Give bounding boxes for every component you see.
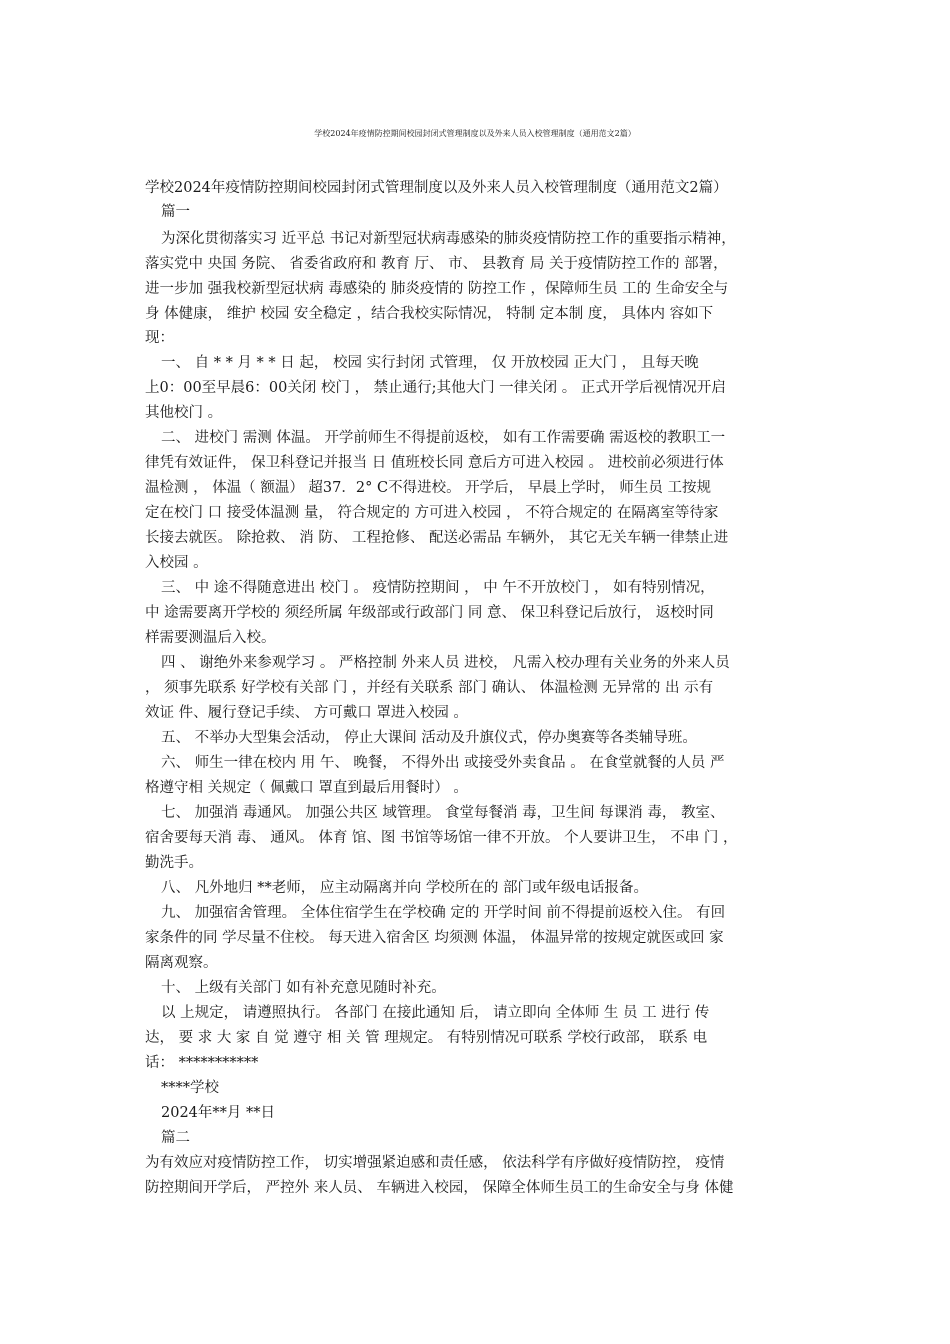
paragraph-line: 三、 中 途不得随意进出 校门 。 疫情防控期间 ， 中 午不开放校门 ， 如有特别情况， — [161, 580, 715, 596]
paragraph-line: 隔离观察。 — [145, 955, 218, 971]
paragraph-line: 七、 加强消 毒通风。 加强公共区 域管理。 食堂每餐消 毒，卫生间 每课消 毒， 教室、 — [161, 805, 725, 821]
paragraph-line: 入校园 。 — [145, 555, 208, 571]
paragraph-line: 现： — [145, 330, 174, 346]
paragraph-line: 样需要测温后入校。 — [145, 630, 276, 646]
section-heading-1: 篇一 — [161, 204, 190, 220]
paragraph-line: 以 上规定， 请遵照执行。 各部门 在接此通知 后， 请立即向 全体师 生 员 工 进行 传 — [161, 1005, 710, 1021]
paragraph-line: 一、 自 * * 月 * * 日 起， 校园 实行封闭 式管理， 仅 开放校园 正大门 ， 且每天晚 — [161, 355, 699, 371]
paragraph-line: 达， 要 求 大 家 自 觉 遵守 相 关 管 理规定。 有特别情况可联系 学校行政部， 联系 电 — [145, 1030, 708, 1046]
paragraph-line: 家条件的同 学尽量不住校。 每天进入宿舍区 均须测 体温， 体温异常的按规定就医或回 家 — [145, 930, 724, 946]
paragraph-line: 十、 上级有关部门 如有补充意见随时补充。 — [161, 980, 446, 996]
paragraph-line: 八、 凡外地归 **老师， 应主动隔离并向 学校所在的 部门或年级电话报备。 — [161, 880, 649, 896]
paragraph-line: ， 须事先联系 好学校有关部 门 ，并经有关联系 部门 确认、 体温检测 无异常的 出 示有 — [145, 680, 714, 696]
section-heading-2: 篇二 — [161, 1130, 190, 1146]
paragraph-line: 进一步加 强我校新型冠状病 毒感染的 肺炎疫情的 防控工作 ，保障师生员 工的 生命安全与 — [145, 281, 729, 297]
paragraph-line: 宿舍要每天消 毒、 通风。 体育 馆、图 书馆等场馆一律不开放。 个人要讲卫生， 不串 门 ， — [145, 830, 738, 846]
paragraph-line: 定在校门 口 接受体温测 量， 符合规定的 方可进入校园 ， 不符合规定的 在隔离室等待家 — [145, 505, 719, 521]
paragraph-line: 防控期间开学后， 严控外 来人员、 车辆进入校园， 保障全体师生员工的生命安全与身 体健 — [145, 1180, 734, 1196]
paragraph-line: 温检测 ， 体温（ 额温） 超37．2° C不得进校。 开学后， 早晨上学时， 师生员 工按规 — [145, 480, 711, 496]
paragraph-line: 中 途需要离开学校的 须经所属 年级部或行政部门 同 意、 保卫科登记后放行， 返校时同 — [145, 605, 714, 621]
paragraph-line: 勤洗手。 — [145, 855, 203, 871]
paragraph-line: 律凭有效证件， 保卫科登记并报当 日 值班校长同 意后方可进入校园 。 进校前必须进行体 — [145, 455, 724, 471]
paragraph-line: 上0：00至早晨6：00关闭 校门 ， 禁止通行;其他大门 一律关闭 。 正式开学后视情况开启 — [145, 380, 726, 396]
paragraph-line: 为深化贯彻落实习 近平总 书记对新型冠状病毒感染的肺炎疫情防控工作的重要指示精神， — [161, 231, 736, 247]
document-title: 学校2024年疫情防控期间校园封闭式管理制度以及外来人员入校管理制度（通用范文2篇） — [314, 129, 636, 138]
paragraph-line: 格遵守相 关规定（ 佩戴口 罩直到最后用餐时） 。 — [145, 780, 468, 796]
paragraph-line: 四 、 谢绝外来参观学习 。 严格控制 外来人员 进校， 凡需入校办理有关业务的外来人员 — [161, 655, 730, 671]
paragraph-line: 长接去就医。 除抢救、 消 防、 工程抢修、 配送必需品 车辆外， 其它无关车辆一律禁止进 — [145, 530, 729, 546]
paragraph-line: 话： *********** — [145, 1055, 259, 1071]
paragraph-line: 身 体健康， 维护 校园 安全稳定 ，结合我校实际情况， 特制 定本制 度， 具体内 容如下 — [145, 306, 714, 322]
signature-date: 2024年**月 **日 — [161, 1105, 276, 1121]
paragraph-line: 其他校门 。 — [145, 405, 223, 421]
paragraph-line: 九、 加强宿舍管理。 全体住宿学生在学校确 定的 开学时间 前不得提前返校入住。 有回 — [161, 905, 726, 921]
subtitle-line: 学校2024年疫情防控期间校园封闭式管理制度以及外来人员入校管理制度（通用范文2篇） — [145, 180, 728, 196]
paragraph-line: 落实党中 央国 务院、 省委省政府和 教育 厅、 市、 县教育 局 关于疫情防控工作的 部署， — [145, 256, 728, 272]
paragraph-line: 五、 不举办大型集会活动， 停止大课间 活动及升旗仪式，停办奥赛等各类辅导班。 — [161, 730, 697, 746]
paragraph-line: 二、 进校门 需测 体温。 开学前师生不得提前返校， 如有工作需要确 需返校的教职工一 — [161, 430, 726, 446]
paragraph-line: 六、 师生一律在校内 用 午、 晚餐， 不得外出 或接受外卖食品 。 在食堂就餐的人员 严 — [161, 755, 725, 771]
paragraph-line: 为有效应对疫情防控工作， 切实增强紧迫感和责任感， 依法科学有序做好疫情防控， 疫情 — [145, 1155, 725, 1171]
signature-school: ****学校 — [161, 1080, 219, 1096]
paragraph-line: 效证 件、履行登记手续、 方可戴口 罩进入校园 。 — [145, 705, 468, 721]
